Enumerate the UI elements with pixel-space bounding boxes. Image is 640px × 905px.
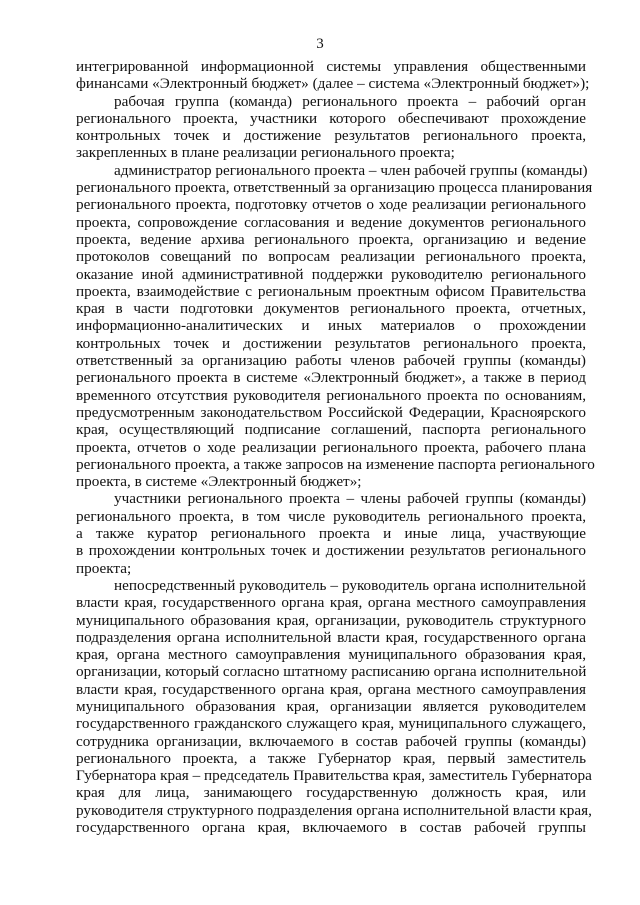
text-line: регионального проекта, в том числе руководитель регионального проекта, [76,507,586,525]
text-line: регионального проекта, а также запросов на изменение паспорта регионального [76,455,595,473]
text-line: оказание иной административной поддержки руководителю регионального [76,265,586,283]
text-line: информационно-аналитических и иных материалов о прохождении [76,317,586,335]
text-line: проекта; [76,559,132,577]
text-line: регионального проекта в системе «Электронный бюджет», а также в период [76,369,586,387]
text-line: края для лица, занимающего государственную должность края, или [76,784,586,802]
text-line: края в части подготовки документов регионального проекта, отчетных, [76,300,586,318]
text-line: непосредственный руководитель – руководитель органа исполнительной [114,576,586,594]
text-line: интегрированной информационной системы управления общественными [76,58,586,75]
text-line: в прохождении контрольных точек и достижении результатов регионального [76,542,586,560]
text-line: сотрудника организации, включаемого в состав рабочей группы (команды) [76,732,586,750]
text-line: ответственный за организацию работы членов рабочей группы (команды) [76,352,586,370]
text-line: государственного гражданского служащего края, муниципального служащего, [76,715,586,733]
text-line: временного отсутствия руководителя регионального проекта по основаниям, [76,386,586,404]
text-line: руководителя структурного подразделения органа исполнительной власти края, [76,801,592,819]
text-line: протоколов совещаний по вопросам реализации регионального проекта, [76,248,586,266]
text-line: регионального проекта, а также Губернатор края, первый заместитель [76,749,586,767]
text-line: Губернатора края – председатель Правительства края, заместитель Губернатора [76,767,592,785]
text-line: контрольных точек и достижение результатов регионального проекта, [76,127,586,145]
text-line: муниципального образования края, организации является руководителем [76,697,586,715]
text-line: участники регионального проекта – члены рабочей группы (команды) [114,490,586,508]
text-line: администратор регионального проекта – член рабочей группы (команды) [114,161,588,179]
page-number: 3 [316,36,324,52]
text-line: власти края, государственного органа края, органа местного самоуправления [76,680,586,698]
text-line: проекта, в системе «Электронный бюджет»; [76,473,362,491]
text-line: организации, который согласно штатному расписанию органа исполнительной [76,663,587,681]
text-line: финансами «Электронный бюджет» (далее – система «Электронный бюджет»); [76,75,590,93]
text-line: муниципального образования края, организации, руководитель структурного [76,611,586,629]
text-line: проекта, ведение архива регионального проекта, организацию и ведение [76,230,586,248]
text-line: контрольных точек и достижении результатов регионального проекта, [76,334,586,352]
text-line: регионального проекта, ответственный за организацию процесса планирования [76,179,593,197]
text-line: власти края, государственного органа края, органа местного самоуправления [76,594,586,612]
text-line: а также куратор регионального проекта и иные лица, участвующие [76,525,586,543]
text-line: регионального проекта, участники которого обеспечивают прохождение [76,109,586,127]
text-line: края, органа местного самоуправления муниципального образования края, [76,646,586,664]
text-line: закрепленных в плане реализации регионального проекта; [76,144,455,162]
text-line: проекта, взаимодействие с региональным проектным офисом Правительства [76,282,586,300]
text-line: рабочая группа (команда) регионального проекта – рабочий орган [114,92,586,110]
text-line: регионального проекта, подготовку отчетов о ходе реализации регионального [76,196,586,214]
text-line: предусмотренным законодательством Российской Федерации, Красноярского [76,403,586,421]
text-line: государственного органа края, включаемого в состав рабочей группы [76,819,586,837]
text-line: проекта, сопровождение согласования и ведение документов регионального [76,213,586,231]
text-line: проекта, отчетов о ходе реализации регионального проекта, рабочего плана [76,438,586,456]
document-body [76,58,595,837]
text-line: подразделения органа исполнительной власти края, государственного органа [76,628,586,646]
text-line: края, осуществляющий подписание соглашений, паспорта регионального [76,421,586,439]
